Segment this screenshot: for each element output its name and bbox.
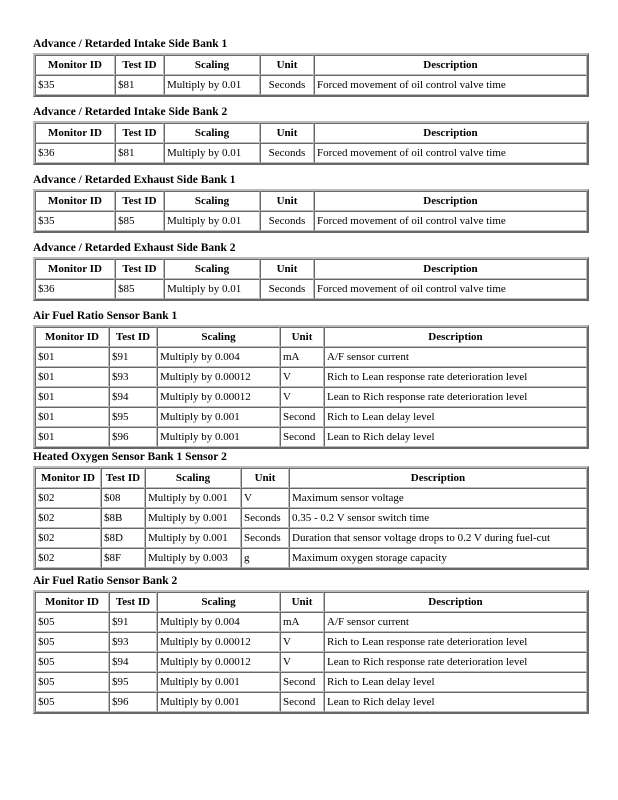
cell-scaling: Multiply by 0.00012	[157, 387, 280, 407]
cell-scaling: Multiply by 0.001	[157, 407, 280, 427]
cell-monitor-id: $01	[35, 427, 109, 447]
cell-monitor-id: $36	[35, 279, 115, 299]
column-header-scaling: Scaling	[164, 191, 260, 211]
header-row	[35, 468, 587, 488]
cell-scaling: Multiply by 0.01	[164, 279, 260, 299]
table-row	[35, 508, 587, 528]
table-row	[35, 143, 587, 163]
cell-unit: V	[280, 367, 324, 387]
cell-test-id: $8B	[101, 508, 145, 528]
cell-scaling: Multiply by 0.001	[157, 672, 280, 692]
section	[33, 37, 585, 97]
cell-description: Lean to Rich response rate deterioration level	[324, 387, 587, 407]
column-header-monitor-id: Monitor ID	[35, 592, 109, 612]
data-table	[33, 590, 589, 714]
column-header-test-id: Test ID	[115, 55, 164, 75]
cell-unit: Seconds	[241, 508, 289, 528]
column-header-unit: Unit	[241, 468, 289, 488]
column-header-test-id: Test ID	[115, 123, 164, 143]
cell-description: A/F sensor current	[324, 347, 587, 367]
section-title: Heated Oxygen Sensor Bank 1 Sensor 2	[33, 451, 227, 463]
section	[33, 241, 585, 301]
data-table	[33, 325, 589, 449]
section-title: Advance / Retarded Exhaust Side Bank 1	[33, 174, 236, 186]
table-row	[35, 279, 587, 299]
cell-test-id: $93	[109, 632, 157, 652]
column-header-scaling: Scaling	[164, 55, 260, 75]
cell-unit: V	[280, 387, 324, 407]
cell-scaling: Multiply by 0.003	[145, 548, 241, 568]
cell-test-id: $96	[109, 427, 157, 447]
section	[33, 173, 585, 233]
cell-test-id: $94	[109, 387, 157, 407]
cell-monitor-id: $01	[35, 347, 109, 367]
cell-description: Forced movement of oil control valve time	[314, 75, 587, 95]
table-row	[35, 548, 587, 568]
cell-description: Rich to Lean delay level	[324, 407, 587, 427]
column-header-scaling: Scaling	[157, 592, 280, 612]
section	[33, 309, 585, 449]
table-row	[35, 632, 587, 652]
cell-test-id: $93	[109, 367, 157, 387]
data-table	[33, 466, 589, 570]
cell-scaling: Multiply by 0.00012	[157, 367, 280, 387]
column-header-description: Description	[314, 191, 587, 211]
cell-unit: mA	[280, 612, 324, 632]
cell-monitor-id: $01	[35, 367, 109, 387]
column-header-scaling: Scaling	[164, 259, 260, 279]
table-row	[35, 347, 587, 367]
table-row	[35, 75, 587, 95]
table-row	[35, 407, 587, 427]
cell-unit: g	[241, 548, 289, 568]
cell-monitor-id: $02	[35, 528, 101, 548]
cell-description: Forced movement of oil control valve time	[314, 279, 587, 299]
header-row	[35, 123, 587, 143]
cell-description: A/F sensor current	[324, 612, 587, 632]
cell-monitor-id: $02	[35, 488, 101, 508]
column-header-monitor-id: Monitor ID	[35, 259, 115, 279]
table-row	[35, 672, 587, 692]
cell-monitor-id: $02	[35, 508, 101, 528]
section-title: Advance / Retarded Intake Side Bank 1	[33, 38, 228, 50]
cell-scaling: Multiply by 0.01	[164, 143, 260, 163]
cell-unit: Seconds	[260, 279, 314, 299]
section-title: Advance / Retarded Intake Side Bank 2	[33, 106, 228, 118]
cell-description: Rich to Lean response rate deterioration level	[324, 632, 587, 652]
cell-monitor-id: $05	[35, 672, 109, 692]
cell-scaling: Multiply by 0.001	[145, 528, 241, 548]
cell-test-id: $94	[109, 652, 157, 672]
header-row	[35, 259, 587, 279]
cell-test-id: $8D	[101, 528, 145, 548]
column-header-monitor-id: Monitor ID	[35, 55, 115, 75]
cell-monitor-id: $05	[35, 632, 109, 652]
column-header-description: Description	[289, 468, 587, 488]
header-row	[35, 55, 587, 75]
data-table	[33, 257, 589, 301]
cell-test-id: $96	[109, 692, 157, 712]
column-header-test-id: Test ID	[115, 191, 164, 211]
cell-unit: Second	[280, 672, 324, 692]
cell-scaling: Multiply by 0.01	[164, 75, 260, 95]
cell-scaling: Multiply by 0.001	[157, 692, 280, 712]
cell-scaling: Multiply by 0.001	[157, 427, 280, 447]
cell-test-id: $95	[109, 407, 157, 427]
data-table	[33, 121, 589, 165]
cell-test-id: $8F	[101, 548, 145, 568]
cell-monitor-id: $35	[35, 75, 115, 95]
section-title: Air Fuel Ratio Sensor Bank 1	[33, 310, 178, 322]
column-header-monitor-id: Monitor ID	[35, 191, 115, 211]
column-header-scaling: Scaling	[145, 468, 241, 488]
cell-description: Maximum oxygen storage capacity	[289, 548, 587, 568]
column-header-unit: Unit	[280, 327, 324, 347]
header-row	[35, 191, 587, 211]
cell-unit: Seconds	[241, 528, 289, 548]
cell-monitor-id: $05	[35, 652, 109, 672]
section-title: Air Fuel Ratio Sensor Bank 2	[33, 575, 178, 587]
cell-monitor-id: $05	[35, 612, 109, 632]
cell-test-id: $81	[115, 75, 164, 95]
column-header-monitor-id: Monitor ID	[35, 327, 109, 347]
section	[33, 574, 585, 714]
cell-description: Rich to Lean response rate deterioration level	[324, 367, 587, 387]
column-header-unit: Unit	[260, 55, 314, 75]
cell-description: Duration that sensor voltage drops to 0.2 V during fuel-cut	[289, 528, 587, 548]
cell-test-id: $91	[109, 347, 157, 367]
column-header-unit: Unit	[260, 259, 314, 279]
cell-description: Forced movement of oil control valve time	[314, 211, 587, 231]
cell-unit: Second	[280, 692, 324, 712]
cell-unit: Second	[280, 407, 324, 427]
header-row	[35, 327, 587, 347]
cell-test-id: $81	[115, 143, 164, 163]
cell-unit: V	[241, 488, 289, 508]
section	[33, 450, 585, 570]
cell-unit: Seconds	[260, 211, 314, 231]
column-header-test-id: Test ID	[115, 259, 164, 279]
column-header-unit: Unit	[260, 191, 314, 211]
section-title: Advance / Retarded Exhaust Side Bank 2	[33, 242, 236, 254]
table-row	[35, 692, 587, 712]
table-row	[35, 427, 587, 447]
cell-description: Lean to Rich delay level	[324, 427, 587, 447]
cell-unit: Seconds	[260, 75, 314, 95]
cell-monitor-id: $05	[35, 692, 109, 712]
cell-scaling: Multiply by 0.001	[145, 508, 241, 528]
cell-description: 0.35 - 0.2 V sensor switch time	[289, 508, 587, 528]
column-header-unit: Unit	[260, 123, 314, 143]
column-header-test-id: Test ID	[109, 592, 157, 612]
cell-scaling: Multiply by 0.00012	[157, 652, 280, 672]
column-header-monitor-id: Monitor ID	[35, 123, 115, 143]
column-header-test-id: Test ID	[101, 468, 145, 488]
cell-unit: V	[280, 652, 324, 672]
cell-test-id: $95	[109, 672, 157, 692]
cell-unit: Second	[280, 427, 324, 447]
cell-unit: mA	[280, 347, 324, 367]
cell-scaling: Multiply by 0.004	[157, 347, 280, 367]
cell-monitor-id: $35	[35, 211, 115, 231]
column-header-scaling: Scaling	[157, 327, 280, 347]
column-header-test-id: Test ID	[109, 327, 157, 347]
cell-test-id: $08	[101, 488, 145, 508]
table-row	[35, 528, 587, 548]
cell-monitor-id: $01	[35, 407, 109, 427]
cell-test-id: $91	[109, 612, 157, 632]
column-header-monitor-id: Monitor ID	[35, 468, 101, 488]
cell-test-id: $85	[115, 279, 164, 299]
column-header-description: Description	[314, 259, 587, 279]
table-row	[35, 652, 587, 672]
cell-description: Lean to Rich response rate deterioration level	[324, 652, 587, 672]
cell-description: Forced movement of oil control valve time	[314, 143, 587, 163]
table-row	[35, 387, 587, 407]
data-table	[33, 53, 589, 97]
column-header-unit: Unit	[280, 592, 324, 612]
cell-monitor-id: $02	[35, 548, 101, 568]
table-row	[35, 612, 587, 632]
cell-scaling: Multiply by 0.00012	[157, 632, 280, 652]
cell-monitor-id: $36	[35, 143, 115, 163]
column-header-description: Description	[314, 55, 587, 75]
header-row	[35, 592, 587, 612]
cell-unit: V	[280, 632, 324, 652]
column-header-description: Description	[324, 327, 587, 347]
cell-test-id: $85	[115, 211, 164, 231]
section	[33, 105, 585, 165]
cell-description: Maximum sensor voltage	[289, 488, 587, 508]
column-header-scaling: Scaling	[164, 123, 260, 143]
table-row	[35, 211, 587, 231]
data-table	[33, 189, 589, 233]
column-header-description: Description	[324, 592, 587, 612]
table-row	[35, 367, 587, 387]
column-header-description: Description	[314, 123, 587, 143]
cell-scaling: Multiply by 0.01	[164, 211, 260, 231]
cell-unit: Seconds	[260, 143, 314, 163]
cell-monitor-id: $01	[35, 387, 109, 407]
cell-scaling: Multiply by 0.004	[157, 612, 280, 632]
cell-description: Lean to Rich delay level	[324, 692, 587, 712]
cell-scaling: Multiply by 0.001	[145, 488, 241, 508]
cell-description: Rich to Lean delay level	[324, 672, 587, 692]
table-row	[35, 488, 587, 508]
